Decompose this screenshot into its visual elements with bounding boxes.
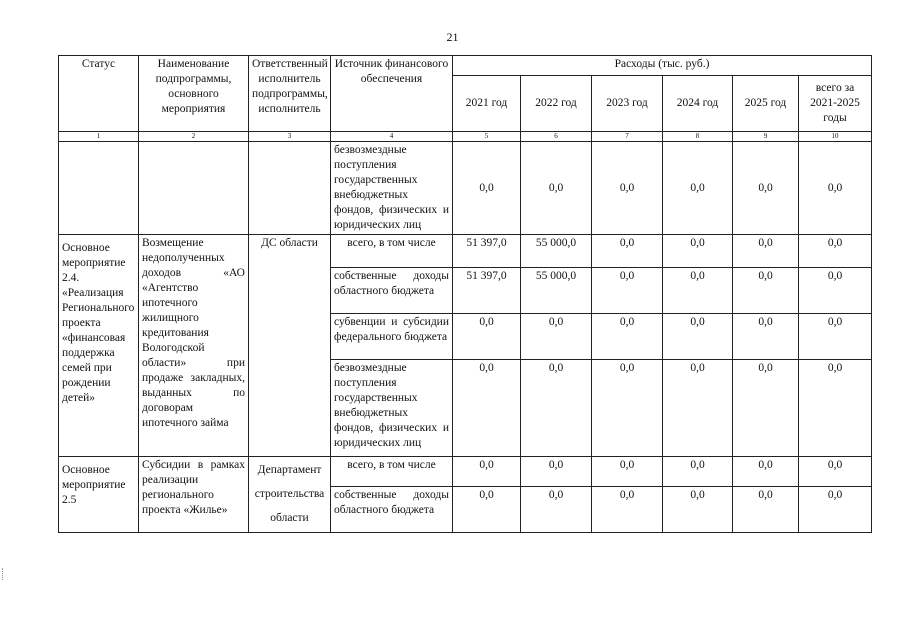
value-cell: 0,0 bbox=[733, 487, 799, 533]
value-cell: 0,0 bbox=[453, 457, 521, 487]
value-cell: 0,0 bbox=[733, 235, 799, 268]
responsible-cell bbox=[249, 142, 331, 235]
header-total: всего за 2021-2025 годы bbox=[799, 76, 872, 132]
source-cell: субвенции и субсидии федерального бюджета bbox=[331, 314, 453, 360]
value-cell: 0,0 bbox=[453, 314, 521, 360]
column-numbers-row bbox=[59, 132, 872, 142]
source-cell: безвозмездные поступления государственных внебюджетных фондов, физических и юридических лиц bbox=[331, 360, 453, 457]
value-cell: 0,0 bbox=[733, 268, 799, 314]
status-cell: Основное мероприятие 2.5 bbox=[59, 457, 139, 533]
responsible-cell: ДС области bbox=[249, 235, 331, 457]
col-number: 1 bbox=[59, 132, 139, 142]
col-number: 7 bbox=[592, 132, 663, 142]
header-source: Источник финансового обеспечения bbox=[331, 56, 453, 132]
responsible-cell: Департамент строительства области bbox=[249, 457, 331, 533]
name-cell: Возмещение недополученных доходов «АО «Агентство ипотечного жилищного кредитования Вологодской области» при продаже закладных, выданных по договорам ипотечного займа bbox=[139, 235, 249, 457]
col-number: 3 bbox=[249, 132, 331, 142]
status-cell bbox=[59, 142, 139, 235]
col-number: 10 bbox=[799, 132, 872, 142]
value-cell: 0,0 bbox=[592, 360, 663, 457]
col-number: 9 bbox=[733, 132, 799, 142]
value-cell: 0,0 bbox=[521, 360, 592, 457]
header-year-2022: 2022 год bbox=[521, 76, 592, 132]
value-cell: 0,0 bbox=[663, 457, 733, 487]
value-cell: 0,0 bbox=[521, 487, 592, 533]
value-cell: 0,0 bbox=[521, 314, 592, 360]
value-cell: 0,0 bbox=[592, 457, 663, 487]
value-cell: 0,0 bbox=[799, 235, 872, 268]
name-cell bbox=[139, 142, 249, 235]
value-cell: 0,0 bbox=[592, 314, 663, 360]
value-cell: 0,0 bbox=[799, 457, 872, 487]
header-status: Статус bbox=[59, 56, 139, 132]
value-cell: 0,0 bbox=[592, 268, 663, 314]
value-cell: 0,0 bbox=[733, 142, 799, 235]
col-number: 6 bbox=[521, 132, 592, 142]
table-row bbox=[59, 457, 872, 487]
value-cell: 0,0 bbox=[663, 487, 733, 533]
header-year-2023: 2023 год bbox=[592, 76, 663, 132]
value-cell: 0,0 bbox=[663, 360, 733, 457]
value-cell: 0,0 bbox=[453, 360, 521, 457]
value-cell: 51 397,0 bbox=[453, 235, 521, 268]
value-cell: 0,0 bbox=[733, 314, 799, 360]
value-cell: 55 000,0 bbox=[521, 235, 592, 268]
source-cell: всего, в том числе bbox=[331, 235, 453, 268]
col-number: 8 bbox=[663, 132, 733, 142]
value-cell: 51 397,0 bbox=[453, 268, 521, 314]
budget-table bbox=[58, 55, 872, 533]
value-cell: 0,0 bbox=[663, 314, 733, 360]
table-row bbox=[59, 142, 872, 235]
value-cell: 0,0 bbox=[799, 360, 872, 457]
source-cell: безвозмездные поступления государственных внебюджетных фондов, физических и юридических лиц bbox=[331, 142, 453, 235]
header-year-2021: 2021 год bbox=[453, 76, 521, 132]
source-cell: всего, в том числе bbox=[331, 457, 453, 487]
source-cell: собственные доходы областного бюджета bbox=[331, 487, 453, 533]
scan-margin-mark bbox=[2, 568, 6, 580]
value-cell: 0,0 bbox=[592, 235, 663, 268]
value-cell: 0,0 bbox=[592, 487, 663, 533]
header-year-2024: 2024 год bbox=[663, 76, 733, 132]
page-number: 21 bbox=[446, 30, 459, 44]
value-cell: 0,0 bbox=[799, 314, 872, 360]
value-cell: 0,0 bbox=[663, 142, 733, 235]
value-cell: 0,0 bbox=[592, 142, 663, 235]
value-cell: 0,0 bbox=[663, 235, 733, 268]
source-cell: собственные доходы областного бюджета bbox=[331, 268, 453, 314]
col-number: 2 bbox=[139, 132, 249, 142]
value-cell: 55 000,0 bbox=[521, 268, 592, 314]
value-cell: 0,0 bbox=[799, 268, 872, 314]
value-cell: 0,0 bbox=[733, 360, 799, 457]
header-responsible: Ответственный исполнитель подпрограммы, исполнитель bbox=[249, 56, 331, 132]
value-cell: 0,0 bbox=[521, 142, 592, 235]
col-number: 5 bbox=[453, 132, 521, 142]
name-cell: Субсидии в рамках реализации регионального проекта «Жилье» bbox=[139, 457, 249, 533]
value-cell: 0,0 bbox=[521, 457, 592, 487]
header-year-2025: 2025 год bbox=[733, 76, 799, 132]
value-cell: 0,0 bbox=[733, 457, 799, 487]
table-row bbox=[59, 235, 872, 268]
header-expenses: Расходы (тыс. руб.) bbox=[453, 56, 872, 76]
value-cell: 0,0 bbox=[799, 487, 872, 533]
header-name: Наименование подпрограммы, основного мероприятия bbox=[139, 56, 249, 132]
value-cell: 0,0 bbox=[453, 487, 521, 533]
col-number: 4 bbox=[331, 132, 453, 142]
value-cell: 0,0 bbox=[453, 142, 521, 235]
value-cell: 0,0 bbox=[663, 268, 733, 314]
status-cell: Основное мероприятие 2.4. «Реализация Регионального проекта «финансовая поддержка семей при рождении детей» bbox=[59, 235, 139, 457]
value-cell: 0,0 bbox=[799, 142, 872, 235]
